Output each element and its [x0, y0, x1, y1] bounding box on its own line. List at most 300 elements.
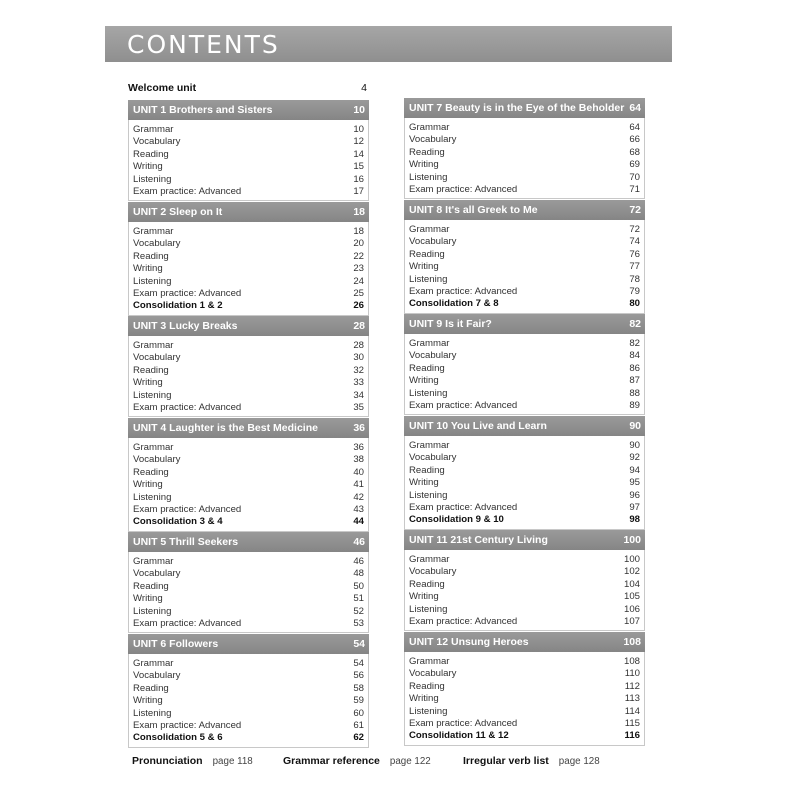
unit-sections	[404, 220, 645, 314]
section-label: Reading	[133, 580, 169, 592]
section-entry[interactable]	[129, 593, 368, 605]
section-page: 22	[353, 250, 364, 262]
section-label: Grammar	[409, 224, 450, 235]
section-entry[interactable]	[405, 668, 644, 680]
unit-sections	[128, 654, 369, 748]
unit-block	[404, 530, 645, 631]
section-page: 43	[353, 503, 364, 515]
section-page: 28	[353, 340, 364, 351]
section-entry[interactable]	[405, 172, 644, 184]
footer-item-pronunciation[interactable]	[132, 755, 253, 767]
section-page: 110	[624, 668, 640, 680]
section-entry[interactable]	[129, 226, 368, 238]
section-entry[interactable]	[129, 720, 368, 732]
section-entry[interactable]	[129, 504, 368, 516]
unit-header[interactable]	[404, 314, 645, 334]
unit-header[interactable]	[128, 532, 369, 552]
section-label: Grammar	[133, 556, 174, 567]
unit-block	[128, 532, 369, 633]
section-label: Reading	[409, 680, 445, 692]
section-entry[interactable]	[129, 492, 368, 504]
section-entry[interactable]	[129, 377, 368, 389]
section-label: Exam practice: Advanced	[409, 615, 518, 627]
unit-title: UNIT 9 Is it Fair?	[409, 318, 492, 330]
unit-header[interactable]	[128, 418, 369, 438]
section-page: 16	[353, 173, 364, 185]
section-page: 116	[624, 730, 640, 742]
section-entry[interactable]	[129, 658, 368, 670]
section-page: 106	[623, 603, 640, 615]
section-label: Grammar	[133, 442, 174, 453]
section-page: 46	[353, 556, 364, 567]
section-label: Exam practice: Advanced	[133, 719, 242, 731]
contents-banner	[105, 26, 672, 62]
section-page: 88	[629, 387, 640, 399]
section-page: 59	[353, 695, 364, 707]
section-label: Writing	[409, 693, 439, 705]
section-label: Grammar	[409, 122, 450, 133]
section-page: 62	[353, 732, 364, 744]
section-label: Vocabulary	[409, 350, 457, 362]
section-page: 108	[623, 656, 640, 667]
unit-header[interactable]	[404, 416, 645, 436]
section-entry[interactable]	[405, 681, 644, 693]
section-page: 58	[353, 682, 364, 694]
section-page: 34	[353, 389, 364, 401]
section-label: Consolidation 3 & 4	[133, 516, 223, 528]
section-entry[interactable]	[405, 579, 644, 591]
section-page: 25	[353, 287, 364, 299]
section-label: Writing	[133, 479, 163, 491]
section-entry[interactable]	[405, 400, 644, 412]
unit-title: UNIT 3 Lucky Breaks	[133, 320, 238, 332]
section-page: 66	[629, 134, 640, 146]
section-entry[interactable]	[405, 224, 644, 236]
section-page: 20	[353, 238, 364, 250]
section-entry[interactable]	[405, 338, 644, 350]
section-page: 18	[353, 226, 364, 237]
section-label: Writing	[409, 375, 439, 387]
section-entry[interactable]	[405, 440, 644, 452]
section-label: Writing	[409, 159, 439, 171]
section-label: Exam practice: Advanced	[409, 501, 518, 513]
section-entry[interactable]	[129, 136, 368, 148]
section-entry[interactable]	[129, 670, 368, 682]
section-page: 89	[629, 399, 640, 411]
section-label: Listening	[133, 275, 172, 287]
section-entry[interactable]	[129, 683, 368, 695]
unit-title: UNIT 6 Followers	[133, 638, 219, 650]
section-page: 53	[353, 617, 364, 629]
unit-title: UNIT 5 Thrill Seekers	[133, 536, 239, 548]
section-page: 14	[353, 148, 364, 160]
section-entry[interactable]	[405, 693, 644, 705]
unit-sections	[404, 652, 645, 746]
consolidation-entry[interactable]	[405, 514, 644, 526]
section-page: 92	[629, 452, 640, 464]
section-entry[interactable]	[129, 238, 368, 250]
section-entry[interactable]	[405, 159, 644, 171]
section-label: Exam practice: Advanced	[409, 717, 518, 729]
unit-page: 36	[353, 422, 365, 434]
section-entry[interactable]	[405, 706, 644, 718]
unit-sections	[404, 436, 645, 530]
section-page: 90	[629, 440, 640, 451]
unit-sections	[128, 438, 369, 532]
consolidation-entry[interactable]	[129, 300, 368, 312]
section-page: 79	[629, 285, 640, 297]
section-entry[interactable]	[129, 124, 368, 136]
section-page: 10	[353, 124, 364, 135]
section-page: 86	[629, 362, 640, 374]
section-label: Listening	[133, 491, 172, 503]
section-page: 30	[353, 352, 364, 364]
consolidation-entry[interactable]	[405, 730, 644, 742]
page-title: CONTENTS	[127, 30, 280, 59]
section-page: 56	[353, 670, 364, 682]
section-label: Exam practice: Advanced	[133, 503, 242, 515]
footer-item-page: page 122	[389, 756, 431, 767]
section-entry[interactable]	[405, 554, 644, 566]
section-entry[interactable]	[405, 388, 644, 400]
section-page: 96	[629, 489, 640, 501]
unit-sections	[404, 334, 645, 415]
section-page: 87	[629, 375, 640, 387]
section-label: Vocabulary	[409, 452, 457, 464]
section-page: 41	[353, 479, 364, 491]
section-page: 71	[629, 183, 640, 195]
section-label: Listening	[133, 173, 172, 185]
section-entry[interactable]	[405, 236, 644, 248]
section-label: Reading	[409, 146, 445, 158]
section-page: 24	[353, 275, 364, 287]
section-page: 38	[353, 454, 364, 466]
section-page: 48	[353, 568, 364, 580]
section-page: 36	[353, 442, 364, 453]
section-label: Writing	[409, 261, 439, 273]
section-page: 72	[629, 224, 640, 235]
unit-block	[128, 202, 369, 316]
footer-item-label: Pronunciation	[132, 755, 203, 767]
unit-title: UNIT 7 Beauty is in the Eye of the Beholder	[409, 102, 625, 114]
section-entry[interactable]	[129, 695, 368, 707]
section-label: Exam practice: Advanced	[409, 399, 518, 411]
unit-sections	[404, 550, 645, 631]
section-entry[interactable]	[405, 490, 644, 502]
unit-page: 100	[623, 534, 641, 546]
section-page: 94	[629, 464, 640, 476]
footer-item-label: Irregular verb list	[463, 755, 549, 767]
unit-block	[128, 100, 369, 201]
section-label: Writing	[409, 477, 439, 489]
section-label: Writing	[409, 591, 439, 603]
section-page: 70	[629, 171, 640, 183]
section-entry[interactable]	[129, 467, 368, 479]
section-label: Consolidation 11 & 12	[409, 730, 509, 742]
section-entry[interactable]	[405, 502, 644, 514]
section-entry[interactable]	[129, 161, 368, 173]
section-page: 102	[623, 566, 640, 578]
section-label: Vocabulary	[133, 454, 181, 466]
section-page: 12	[353, 136, 364, 148]
unit-block	[404, 632, 645, 746]
section-label: Exam practice: Advanced	[133, 287, 242, 299]
section-label: Reading	[133, 364, 169, 376]
section-page: 113	[624, 693, 640, 705]
section-entry[interactable]	[129, 186, 368, 198]
unit-block	[128, 418, 369, 532]
section-entry[interactable]	[405, 452, 644, 464]
section-label: Vocabulary	[133, 670, 181, 682]
unit-page: 90	[629, 420, 641, 432]
section-entry[interactable]	[405, 616, 644, 628]
section-label: Vocabulary	[409, 566, 457, 578]
section-page: 69	[629, 159, 640, 171]
section-page: 80	[629, 298, 640, 310]
section-label: Consolidation 9 & 10	[409, 514, 504, 526]
section-label: Exam practice: Advanced	[133, 617, 242, 629]
unit-header[interactable]	[128, 316, 369, 336]
section-label: Vocabulary	[409, 236, 457, 248]
section-label: Consolidation 1 & 2	[133, 300, 223, 312]
unit-sections	[128, 552, 369, 633]
section-page: 15	[353, 161, 364, 173]
section-page: 32	[353, 364, 364, 376]
section-entry[interactable]	[405, 184, 644, 196]
section-page: 17	[353, 185, 364, 197]
section-entry[interactable]	[405, 375, 644, 387]
section-label: Vocabulary	[133, 136, 181, 148]
welcome-unit-label: Welcome unit	[128, 82, 197, 94]
unit-page: 10	[353, 104, 365, 116]
unit-sections	[128, 120, 369, 201]
section-label: Grammar	[133, 226, 174, 237]
section-entry[interactable]	[405, 718, 644, 730]
footer-item-label: Grammar reference	[283, 755, 380, 767]
section-entry[interactable]	[405, 604, 644, 616]
section-label: Reading	[133, 466, 169, 478]
section-page: 100	[623, 554, 640, 565]
section-label: Consolidation 7 & 8	[409, 298, 499, 310]
section-page: 82	[629, 338, 640, 349]
section-page: 74	[629, 236, 640, 248]
section-label: Reading	[133, 148, 169, 160]
section-label: Listening	[133, 605, 172, 617]
section-page: 112	[624, 680, 640, 692]
section-label: Grammar	[409, 338, 450, 349]
section-entry[interactable]	[129, 390, 368, 402]
unit-sections	[404, 118, 645, 199]
section-entry[interactable]	[129, 263, 368, 275]
unit-page: 18	[353, 206, 365, 218]
section-label: Grammar	[133, 124, 174, 135]
section-label: Exam practice: Advanced	[133, 401, 242, 413]
section-page: 105	[623, 591, 640, 603]
section-page: 97	[629, 501, 640, 513]
unit-header[interactable]	[128, 634, 369, 654]
section-label: Listening	[409, 273, 448, 285]
section-page: 61	[353, 719, 364, 731]
section-entry[interactable]	[129, 442, 368, 454]
consolidation-entry[interactable]	[405, 298, 644, 310]
section-label: Listening	[409, 387, 448, 399]
section-entry[interactable]	[129, 276, 368, 288]
section-label: Grammar	[409, 656, 450, 667]
unit-header[interactable]	[404, 200, 645, 220]
unit-page: 82	[629, 318, 641, 330]
section-page: 54	[353, 658, 364, 669]
section-label: Vocabulary	[133, 352, 181, 364]
section-entry[interactable]	[129, 479, 368, 491]
section-entry[interactable]	[405, 350, 644, 362]
section-page: 107	[623, 615, 640, 627]
section-entry[interactable]	[129, 402, 368, 414]
section-entry[interactable]	[129, 288, 368, 300]
section-entry[interactable]	[129, 251, 368, 263]
section-label: Vocabulary	[133, 238, 181, 250]
section-entry[interactable]	[405, 134, 644, 146]
section-page: 76	[629, 248, 640, 260]
unit-page: 54	[353, 638, 365, 650]
unit-header[interactable]	[404, 632, 645, 652]
section-entry[interactable]	[405, 261, 644, 273]
unit-title: UNIT 8 It's all Greek to Me	[409, 204, 538, 216]
section-entry[interactable]	[405, 274, 644, 286]
section-entry[interactable]	[129, 568, 368, 580]
section-page: 50	[353, 580, 364, 592]
section-label: Reading	[409, 362, 445, 374]
section-page: 23	[353, 263, 364, 275]
section-label: Exam practice: Advanced	[409, 285, 518, 297]
unit-block	[128, 634, 369, 748]
section-label: Vocabulary	[133, 568, 181, 580]
section-page: 40	[353, 466, 364, 478]
section-label: Grammar	[133, 658, 174, 669]
section-page: 68	[629, 146, 640, 158]
section-page: 26	[353, 300, 364, 312]
section-entry[interactable]	[129, 174, 368, 186]
unit-block	[128, 316, 369, 417]
section-entry[interactable]	[405, 465, 644, 477]
section-label: Writing	[133, 377, 163, 389]
unit-header[interactable]	[404, 98, 645, 118]
section-label: Exam practice: Advanced	[133, 185, 242, 197]
welcome-unit-entry[interactable]	[128, 82, 369, 98]
section-page: 115	[624, 717, 640, 729]
section-label: Reading	[409, 464, 445, 476]
section-label: Grammar	[409, 554, 450, 565]
footer-item-grammar-reference[interactable]	[283, 755, 431, 767]
unit-sections	[128, 222, 369, 316]
unit-header[interactable]	[128, 202, 369, 222]
section-page: 95	[629, 477, 640, 489]
footer-item-page: page 118	[212, 756, 253, 767]
footer-references	[132, 755, 652, 771]
section-page: 78	[629, 273, 640, 285]
unit-sections	[128, 336, 369, 417]
section-label: Reading	[133, 250, 169, 262]
section-label: Reading	[133, 682, 169, 694]
section-label: Exam practice: Advanced	[409, 183, 518, 195]
section-entry[interactable]	[405, 286, 644, 298]
unit-page: 64	[629, 102, 641, 114]
unit-header[interactable]	[128, 100, 369, 120]
section-entry[interactable]	[129, 708, 368, 720]
consolidation-entry[interactable]	[129, 516, 368, 528]
section-label: Grammar	[133, 340, 174, 351]
section-page: 52	[353, 605, 364, 617]
footer-item-irregular-verb-list[interactable]	[463, 755, 600, 767]
section-entry[interactable]	[405, 363, 644, 375]
section-entry[interactable]	[405, 566, 644, 578]
section-entry[interactable]	[129, 454, 368, 466]
unit-title: UNIT 12 Unsung Heroes	[409, 636, 529, 648]
section-label: Listening	[133, 707, 172, 719]
unit-title: UNIT 11 21st Century Living	[409, 534, 548, 546]
unit-title: UNIT 4 Laughter is the Best Medicine	[133, 422, 318, 434]
section-label: Listening	[409, 171, 448, 183]
unit-page: 28	[353, 320, 365, 332]
section-entry[interactable]	[405, 656, 644, 668]
section-label: Writing	[133, 695, 163, 707]
section-label: Listening	[133, 389, 172, 401]
section-page: 44	[353, 516, 364, 528]
section-entry[interactable]	[405, 249, 644, 261]
section-label: Consolidation 5 & 6	[133, 732, 223, 744]
section-entry[interactable]	[405, 477, 644, 489]
section-page: 77	[629, 261, 640, 273]
unit-title: UNIT 2 Sleep on It	[133, 206, 223, 218]
section-label: Vocabulary	[409, 668, 457, 680]
section-label: Writing	[133, 161, 163, 173]
section-label: Vocabulary	[409, 134, 457, 146]
section-page: 42	[353, 491, 364, 503]
section-entry[interactable]	[129, 340, 368, 352]
section-page: 114	[624, 705, 640, 717]
consolidation-entry[interactable]	[129, 732, 368, 744]
unit-header[interactable]	[404, 530, 645, 550]
section-entry[interactable]	[405, 147, 644, 159]
section-label: Listening	[409, 489, 448, 501]
unit-title: UNIT 1 Brothers and Sisters	[133, 104, 273, 116]
section-page: 51	[353, 593, 364, 605]
section-page: 60	[353, 707, 364, 719]
section-page: 33	[353, 377, 364, 389]
unit-block	[404, 314, 645, 415]
section-entry[interactable]	[129, 618, 368, 630]
section-entry[interactable]	[129, 581, 368, 593]
section-page: 64	[629, 122, 640, 133]
unit-block	[404, 416, 645, 530]
section-entry[interactable]	[129, 365, 368, 377]
section-entry[interactable]	[129, 556, 368, 568]
unit-page: 72	[629, 204, 641, 216]
unit-block	[404, 98, 645, 199]
welcome-unit-page: 4	[361, 82, 367, 94]
section-label: Writing	[133, 263, 163, 275]
section-entry[interactable]	[129, 352, 368, 364]
section-page: 98	[629, 514, 640, 526]
section-entry[interactable]	[129, 606, 368, 618]
section-page: 104	[623, 578, 640, 590]
section-entry[interactable]	[405, 591, 644, 603]
section-entry[interactable]	[129, 149, 368, 161]
unit-page: 108	[623, 636, 641, 648]
section-label: Reading	[409, 578, 445, 590]
section-entry[interactable]	[405, 122, 644, 134]
section-label: Listening	[409, 603, 448, 615]
section-label: Writing	[133, 593, 163, 605]
